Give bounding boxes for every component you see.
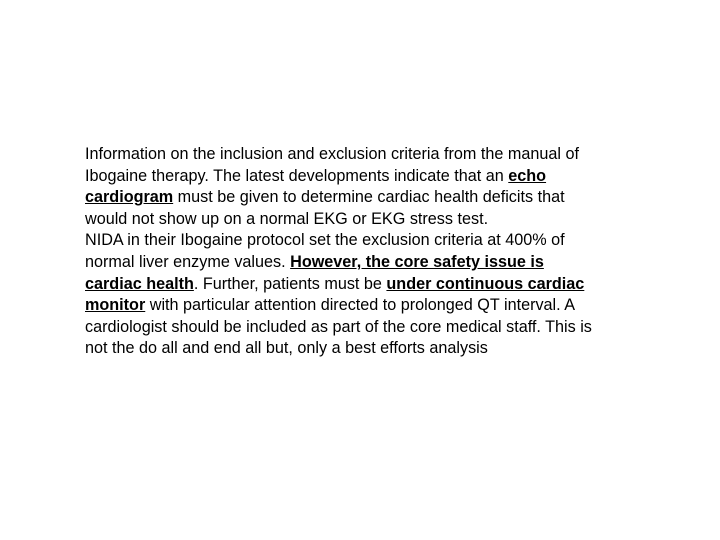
paragraph-criteria-text: Information on the inclusion and exclusion criteria from the manual of Ibogaine therapy. The latest developments indicate that an xyxy=(85,145,579,185)
paragraph-nida-text-middle: . Further, patients must be xyxy=(193,274,387,293)
paragraph-nida-protocol xyxy=(85,230,605,360)
paragraph-nida-text: NIDA in their Ibogaine protocol set the exclusion criteria at 400% of normal liver enzyme values. xyxy=(85,231,565,271)
cardiac-safety-emphasis: However, the core safety issue is cardiac health xyxy=(85,252,544,293)
body-text xyxy=(85,144,605,360)
paragraph-nida-text-end: with particular attention directed to prolonged QT interval. A cardiologist should be included as part of the core medical staff. This is not the do all and end all but, only a best efforts analysis xyxy=(85,296,592,358)
cardiac-monitor-emphasis: under continuous cardiac monitor xyxy=(85,274,585,315)
paragraph-criteria-text-end: must be given to determine cardiac health deficits that would not show up on a normal EKG or EKG stress test. xyxy=(85,188,565,228)
echo-cardiogram-emphasis: echo cardiogram xyxy=(85,166,547,207)
paragraph-criteria xyxy=(85,144,605,230)
